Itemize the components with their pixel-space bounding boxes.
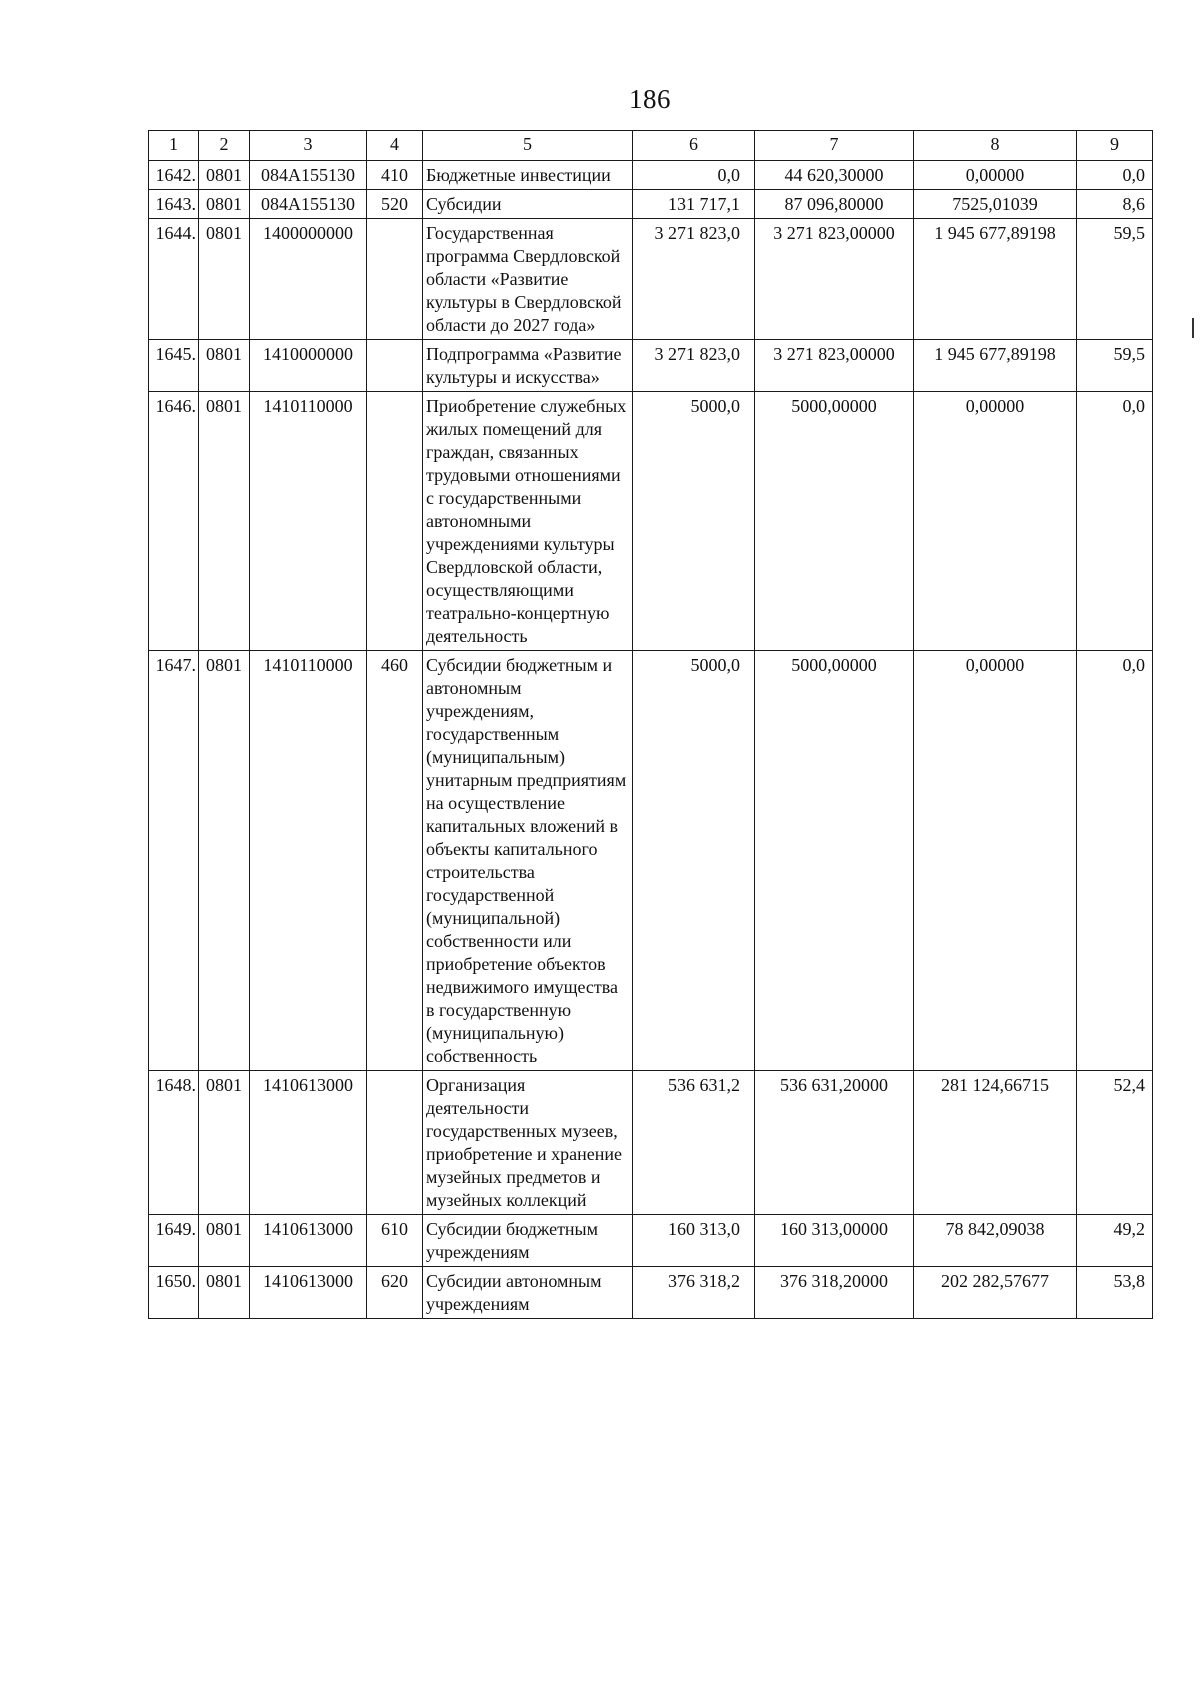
header-cell-5: 5: [423, 131, 633, 161]
header-cell-4: 4: [367, 131, 423, 161]
value-col-6: 3 271 823,0: [633, 340, 755, 392]
row-number: 1650.: [149, 1267, 199, 1319]
target-code: 1410000000: [250, 340, 367, 392]
value-col-7: 44 620,30000: [755, 161, 914, 190]
value-col-6: 536 631,2: [633, 1071, 755, 1215]
value-col-8: 1 945 677,89198: [914, 340, 1077, 392]
value-col-6: 5000,0: [633, 651, 755, 1071]
value-col-8: 7525,01039: [914, 190, 1077, 219]
row-number: 1649.: [149, 1215, 199, 1267]
expense-type: 460: [367, 651, 423, 1071]
value-col-7: 3 271 823,00000: [755, 219, 914, 340]
item-name: Государственная программа Свердловской области «Развитие культуры в Свердловской области до 2027 года»: [423, 219, 633, 340]
table-row: [149, 161, 1153, 190]
value-col-8: 281 124,66715: [914, 1071, 1077, 1215]
target-code: 084A155130: [250, 161, 367, 190]
page-number: 186: [629, 84, 671, 114]
expense-type: [367, 219, 423, 340]
table-row: [149, 1071, 1153, 1215]
target-code: 1410110000: [250, 392, 367, 651]
value-col-6: 160 313,0: [633, 1215, 755, 1267]
value-col-8: 0,00000: [914, 161, 1077, 190]
header-cell-3: 3: [250, 131, 367, 161]
row-number: 1647.: [149, 651, 199, 1071]
header-cell-1: 1: [149, 131, 199, 161]
table-row: [149, 1215, 1153, 1267]
section-code: 0801: [199, 340, 250, 392]
item-name: Субсидии бюджетным учреждениям: [423, 1215, 633, 1267]
expense-type: [367, 1071, 423, 1215]
budget-table: [148, 130, 1153, 1319]
header-row: [149, 131, 1153, 161]
section-code: 0801: [199, 1215, 250, 1267]
value-col-9: 59,5: [1077, 340, 1153, 392]
row-number: 1648.: [149, 1071, 199, 1215]
value-col-6: 5000,0: [633, 392, 755, 651]
value-col-9: 59,5: [1077, 219, 1153, 340]
value-col-6: 376 318,2: [633, 1267, 755, 1319]
section-code: 0801: [199, 1267, 250, 1319]
value-col-9: 0,0: [1077, 392, 1153, 651]
item-name: Приобретение служебных жилых помещений для граждан, связанных трудовыми отношениями с государственными автономными учреждениями культуры Свердловской области, осуществляющими театрально-концертную деятельность: [423, 392, 633, 651]
value-col-9: 52,4: [1077, 1071, 1153, 1215]
header-cell-7: 7: [755, 131, 914, 161]
target-code: 1400000000: [250, 219, 367, 340]
section-code: 0801: [199, 392, 250, 651]
value-col-8: 0,00000: [914, 651, 1077, 1071]
value-col-7: 87 096,80000: [755, 190, 914, 219]
scan-edge-mark: [1192, 318, 1194, 338]
row-number: 1644.: [149, 219, 199, 340]
value-col-8: 1 945 677,89198: [914, 219, 1077, 340]
row-number: 1643.: [149, 190, 199, 219]
value-col-7: 5000,00000: [755, 651, 914, 1071]
target-code: 1410110000: [250, 651, 367, 1071]
target-code: 1410613000: [250, 1215, 367, 1267]
value-col-7: 5000,00000: [755, 392, 914, 651]
value-col-9: 49,2: [1077, 1215, 1153, 1267]
section-code: 0801: [199, 219, 250, 340]
row-number: 1645.: [149, 340, 199, 392]
value-col-8: 78 842,09038: [914, 1215, 1077, 1267]
header-cell-9: 9: [1077, 131, 1153, 161]
item-name: Бюджетные инвестиции: [423, 161, 633, 190]
header-cell-8: 8: [914, 131, 1077, 161]
table-row: [149, 651, 1153, 1071]
row-number: 1642.: [149, 161, 199, 190]
expense-type: 520: [367, 190, 423, 219]
value-col-6: 0,0: [633, 161, 755, 190]
table-row: [149, 190, 1153, 219]
item-name: Субсидии автономным учреждениям: [423, 1267, 633, 1319]
value-col-6: 131 717,1: [633, 190, 755, 219]
table-row: [149, 219, 1153, 340]
value-col-7: 3 271 823,00000: [755, 340, 914, 392]
section-code: 0801: [199, 651, 250, 1071]
table-row: [149, 340, 1153, 392]
section-code: 0801: [199, 1071, 250, 1215]
value-col-9: 8,6: [1077, 190, 1153, 219]
target-code: 1410613000: [250, 1267, 367, 1319]
target-code: 1410613000: [250, 1071, 367, 1215]
item-name: Подпрограмма «Развитие культуры и искусства»: [423, 340, 633, 392]
item-name: Организация деятельности государственных музеев, приобретение и хранение музейных предметов и музейных коллекций: [423, 1071, 633, 1215]
target-code: 084A155130: [250, 190, 367, 219]
section-code: 0801: [199, 161, 250, 190]
table-row: [149, 392, 1153, 651]
expense-type: [367, 340, 423, 392]
value-col-9: 53,8: [1077, 1267, 1153, 1319]
value-col-7: 536 631,20000: [755, 1071, 914, 1215]
value-col-7: 376 318,20000: [755, 1267, 914, 1319]
value-col-7: 160 313,00000: [755, 1215, 914, 1267]
header-cell-6: 6: [633, 131, 755, 161]
value-col-9: 0,0: [1077, 161, 1153, 190]
item-name: Субсидии: [423, 190, 633, 219]
item-name: Субсидии бюджетным и автономным учреждениям, государственным (муниципальным) унитарным предприятиям на осуществление капитальных вложений в объекты капитального строительства государственной (муниципальной) собственности или приобретение объектов недвижимого имущества в государственную (муниципальную) собственность: [423, 651, 633, 1071]
value-col-8: 202 282,57677: [914, 1267, 1077, 1319]
expense-type: [367, 392, 423, 651]
header-cell-2: 2: [199, 131, 250, 161]
expense-type: 410: [367, 161, 423, 190]
value-col-9: 0,0: [1077, 651, 1153, 1071]
value-col-8: 0,00000: [914, 392, 1077, 651]
table-row: [149, 1267, 1153, 1319]
value-col-6: 3 271 823,0: [633, 219, 755, 340]
row-number: 1646.: [149, 392, 199, 651]
section-code: 0801: [199, 190, 250, 219]
expense-type: 620: [367, 1267, 423, 1319]
expense-type: 610: [367, 1215, 423, 1267]
